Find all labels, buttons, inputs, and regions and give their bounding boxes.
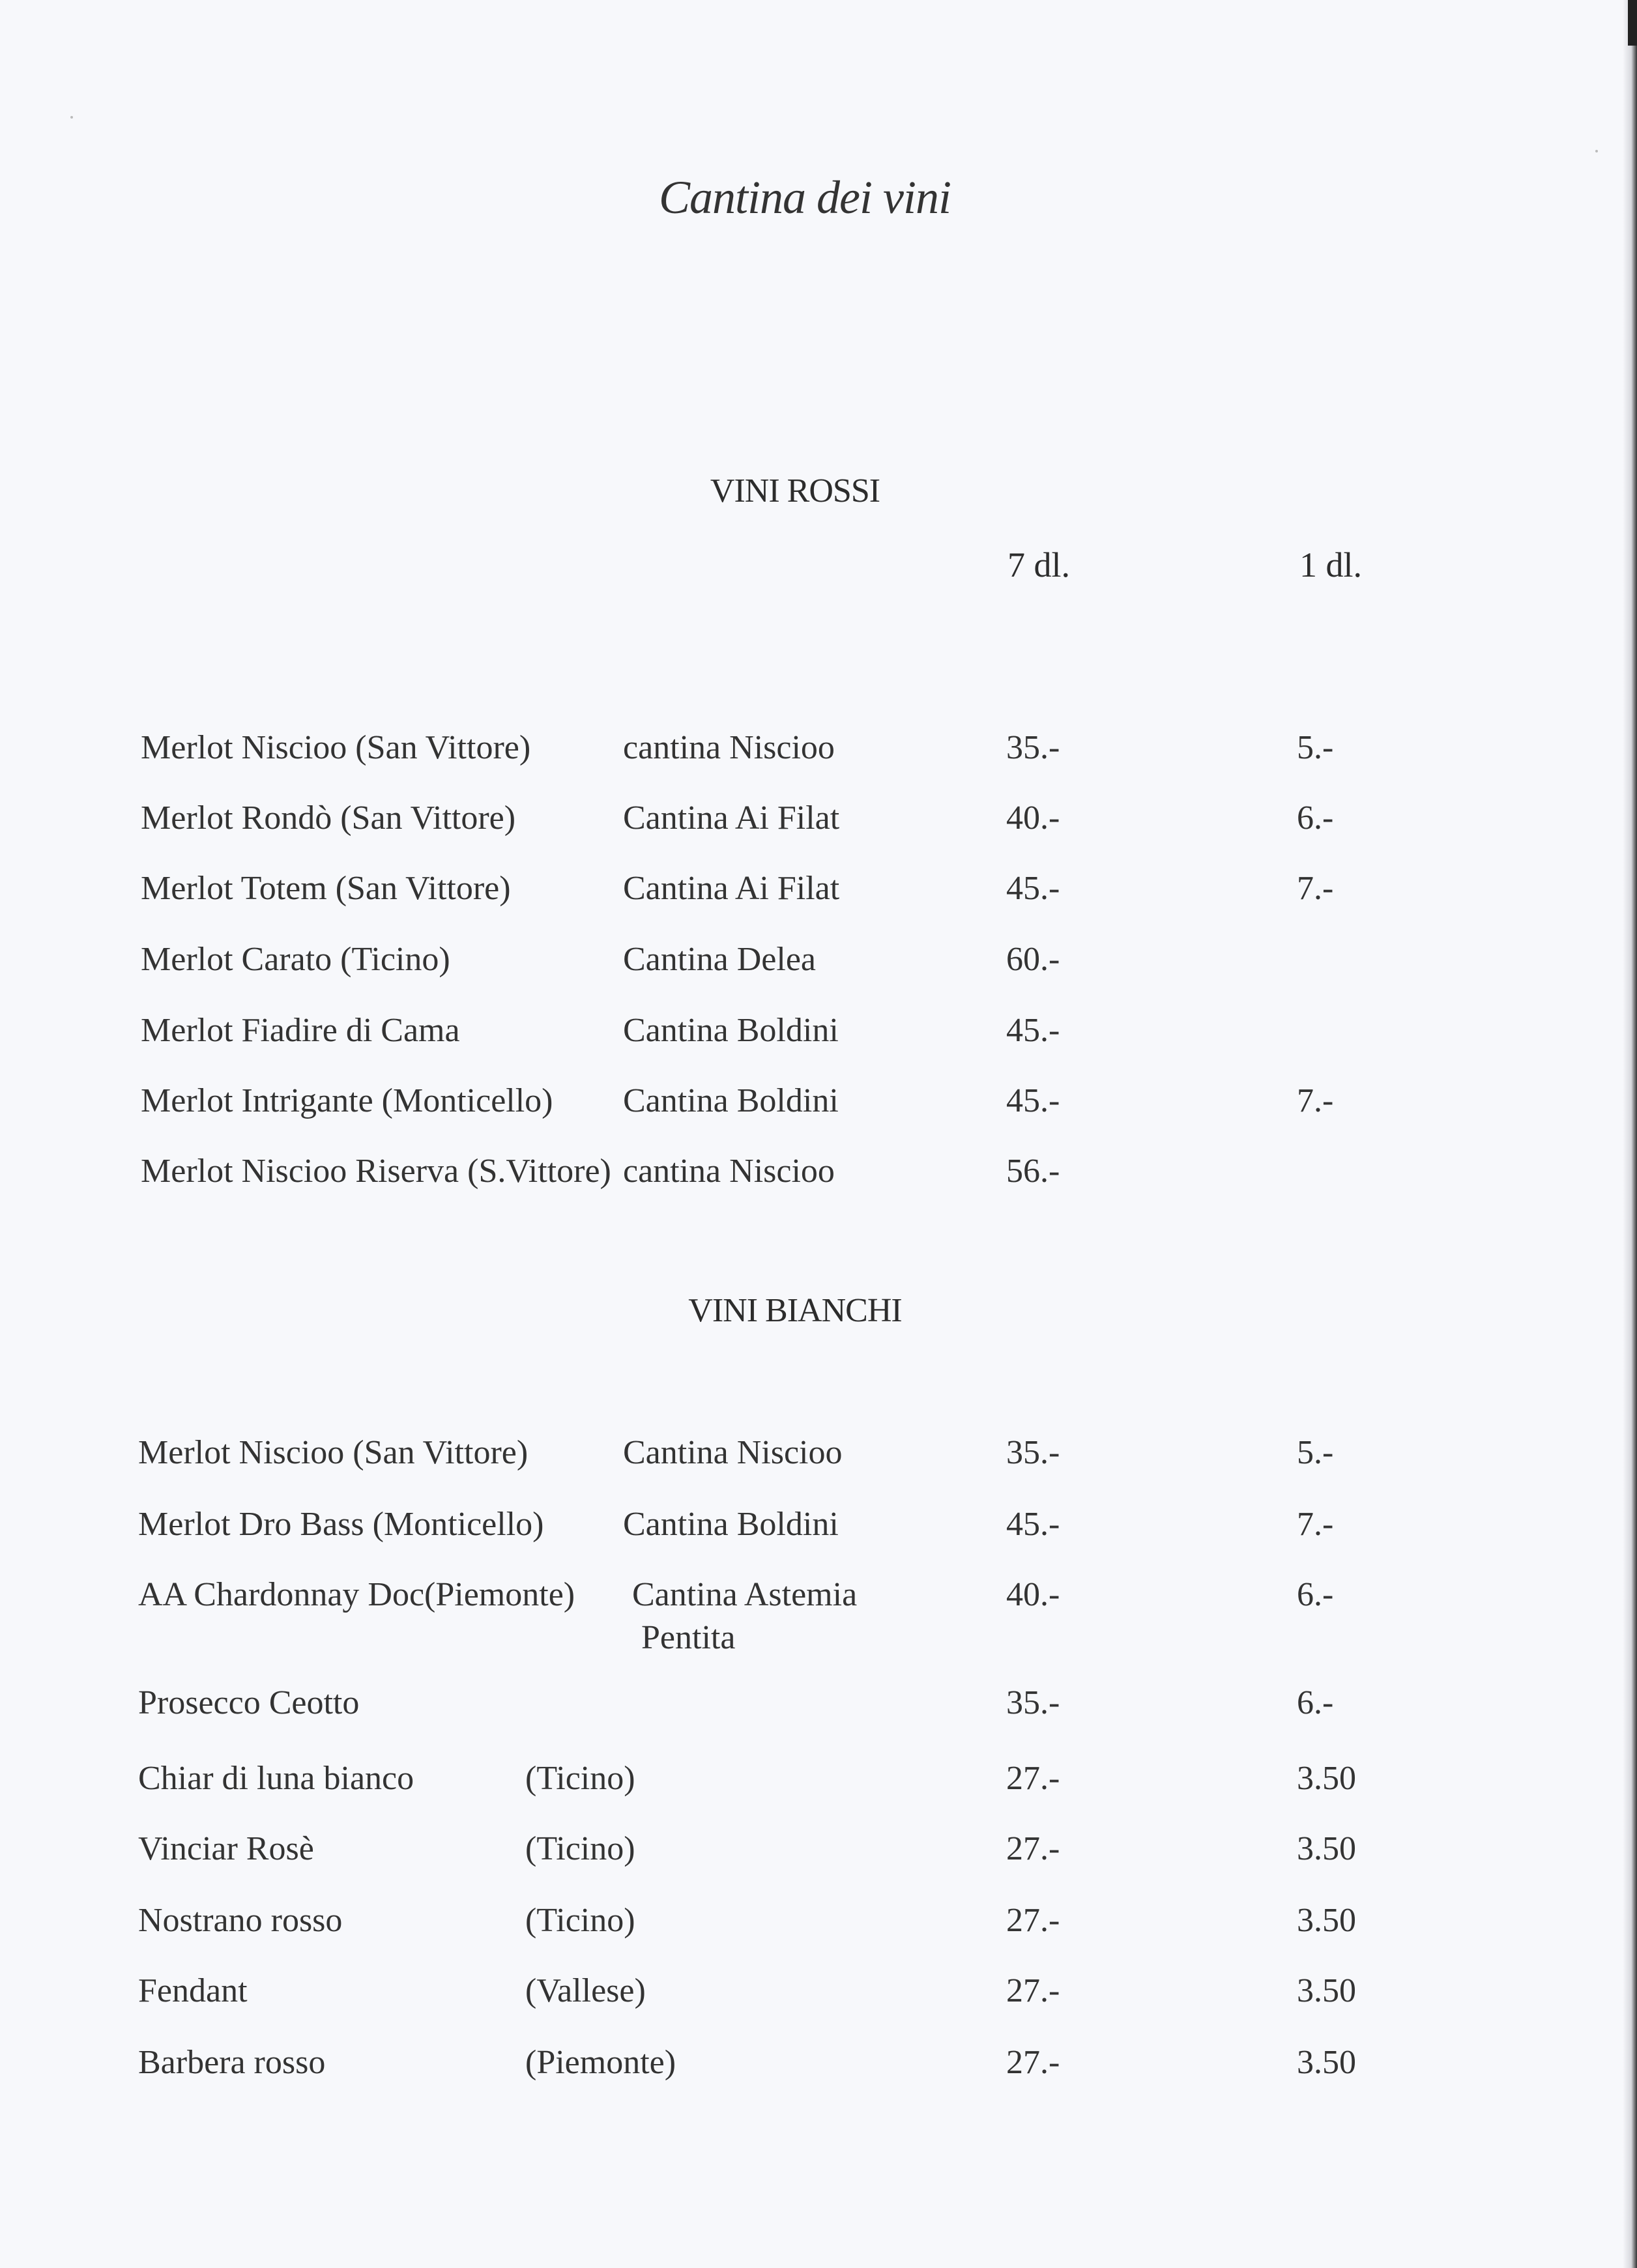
price-7dl: 40.- [1006,1576,1060,1613]
price-7dl: 27.- [1006,1830,1060,1867]
wine-name: Barbera rosso [138,2044,326,2081]
wine-row [0,1684,1637,1736]
wine-name: Merlot Carato (Ticino) [141,941,450,978]
price-7dl: 27.- [1006,2044,1060,2081]
column-header-1dl: 1 dl. [1299,545,1363,584]
wine-name: Merlot Niscioo Riserva (S.Vittore) [141,1153,611,1190]
page-title: Cantina dei vini [659,171,951,223]
wine-row [0,1011,1637,1063]
wine-row [0,1505,1637,1557]
price-7dl: 35.- [1006,729,1060,766]
price-7dl: 45.- [1006,1082,1060,1119]
price-7dl: 27.- [1006,1760,1060,1797]
price-7dl: 35.- [1006,1684,1060,1721]
wine-row [0,1082,1637,1134]
wine-producer: Cantina Delea [623,941,816,978]
wine-name: AA Chardonnay Doc(Piemonte) [138,1576,575,1613]
wine-name: Merlot Niscioo (San Vittore) [138,1434,529,1471]
price-7dl: 45.- [1006,1012,1060,1049]
wine-name: Merlot Totem (San Vittore) [141,870,511,907]
wine-row [0,799,1637,851]
wine-name: Chiar di luna bianco [138,1760,414,1797]
scan-speck [1595,150,1598,152]
wine-producer: (Vallese) [525,1972,646,2009]
wine-name: Merlot Dro Bass (Monticello) [138,1506,544,1543]
wine-name: Merlot Niscioo (San Vittore) [141,729,531,766]
price-1dl: 5.- [1297,729,1334,766]
price-7dl: 45.- [1006,1506,1060,1543]
wine-row [0,940,1637,992]
price-7dl: 27.- [1006,1972,1060,2009]
price-1dl: 6.- [1297,1684,1334,1721]
wine-row [0,1152,1637,1204]
wine-producer: Cantina Ai Filat [623,870,840,907]
section-heading-bianchi: VINI BIANCHI [688,1292,902,1329]
price-1dl: 7.- [1297,870,1334,907]
column-header-7dl: 7 dl. [1007,545,1071,584]
wine-producer: cantina Niscioo [623,1153,835,1190]
wine-row [0,869,1637,921]
price-1dl: 6.- [1297,1576,1334,1613]
price-1dl: 7.- [1297,1082,1334,1119]
wine-name: Fendant [138,1972,248,2009]
wine-name: Merlot Rondò (San Vittore) [141,799,516,837]
price-7dl: 56.- [1006,1153,1060,1190]
price-7dl: 35.- [1006,1434,1060,1471]
section-heading-rossi: VINI ROSSI [710,472,880,510]
wine-row [0,1901,1637,1953]
price-1dl: 3.50 [1297,1902,1356,1939]
wine-row [0,728,1637,781]
wine-producer: (Piemonte) [525,2044,676,2081]
price-7dl: 45.- [1006,870,1060,907]
wine-producer-line2: Pentita [641,1619,736,1656]
wine-row [0,1433,1637,1486]
price-1dl: 6.- [1297,799,1334,837]
wine-producer: Cantina Boldini [623,1012,839,1049]
wine-row [0,1972,1637,2024]
wine-name: Prosecco Ceotto [138,1684,360,1721]
wine-producer: Cantina Niscioo [623,1434,843,1471]
scan-speck [70,116,73,119]
wine-producer: cantina Niscioo [623,729,835,766]
price-1dl: 5.- [1297,1434,1334,1471]
price-1dl: 7.- [1297,1506,1334,1543]
wine-row [0,1830,1637,1882]
price-7dl: 60.- [1006,941,1060,978]
wine-name: Merlot Intrigante (Monticello) [141,1082,553,1119]
wine-producer: Cantina Ai Filat [623,799,840,837]
wine-producer: Cantina Astemia [632,1576,858,1613]
wine-row [0,2043,1637,2095]
wine-name: Merlot Fiadire di Cama [141,1012,460,1049]
scan-edge-corner [1628,0,1637,46]
wine-name: Nostrano rosso [138,1902,343,1939]
wine-row [0,1575,1637,1656]
wine-name: Vinciar Rosè [138,1830,314,1867]
wine-producer: (Ticino) [525,1830,635,1867]
wine-producer: Cantina Boldini [623,1506,839,1543]
price-7dl: 40.- [1006,799,1060,837]
wine-producer: (Ticino) [525,1902,635,1939]
price-1dl: 3.50 [1297,2044,1356,2081]
price-1dl: 3.50 [1297,1760,1356,1797]
price-1dl: 3.50 [1297,1830,1356,1867]
wine-producer: (Ticino) [525,1760,635,1797]
wine-producer: Cantina Boldini [623,1082,839,1119]
price-1dl: 3.50 [1297,1972,1356,2009]
price-7dl: 27.- [1006,1902,1060,1939]
wine-row [0,1759,1637,1811]
